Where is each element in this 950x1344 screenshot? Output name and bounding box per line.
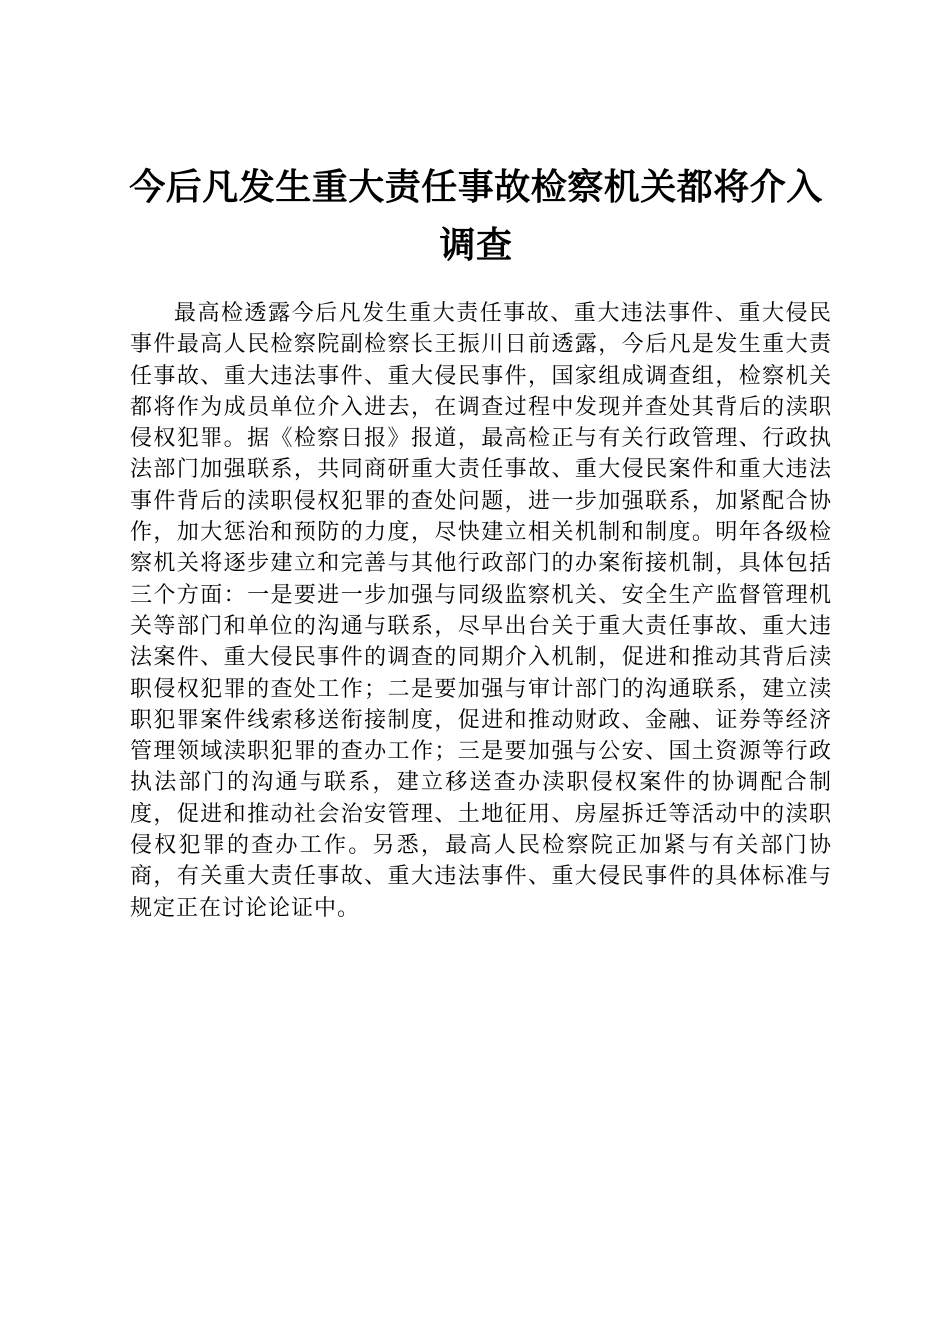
document-title: 今后凡发生重大责任事故检察机关都将介入调查	[129, 166, 823, 266]
document-body-paragraph: 最高检透露今后凡发生重大责任事故、重大违法事件、重大侵民事件最高人民检察院副检察长王振川日前透露，今后凡是发生重大责任事故、重大违法事件、重大侵民事件，国家组成调查组，检察机关都将作为成员单位介入进去，在调查过程中发现并查处其背后的渎职侵权犯罪。据《检察日报》报道，最高检正与有关行政管理、行政执法部门加强联系，共同商研重大责任事故、重大侵民案件和重大违法事件背后的渎职侵权犯罪的查处问题，进一步加强联系，加紧配合协作，加大惩治和预防的力度，尽快建立相关机制和制度。明年各级检察机关将逐步建立和完善与其他行政部门的办案衔接机制，具体包括三个方面：一是要进一步加强与同级监察机关、安全生产监督管理机关等部门和单位的沟通与联系，尽早出台关于重大责任事故、重大违法案件、重大侵民事件的调查的同期介入机制，促进和推动其背后渎职侵权犯罪的查处工作；二是要加强与审计部门的沟通联系，建立渎职犯罪案件线索移送衔接制度，促进和推动财政、金融、证券等经济管理领域渎职犯罪的查办工作；三是要加强与公安、国土资源等行政执法部门的沟通与联系，建立移送查办渎职侵权案件的协调配合制度，促进和推动社会治安管理、土地征用、房屋拆迁等活动中的渎职侵权犯罪的查办工作。另悉，最高人民检察院正加紧与有关部门协商，有关重大责任事故、重大违法事件、重大侵民事件的具体标准与规定正在讨论论证中。	[130, 301, 832, 921]
